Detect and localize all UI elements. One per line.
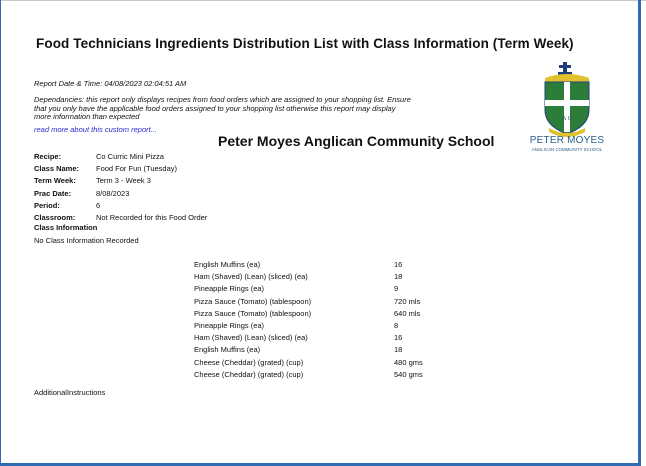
ingredient-quantity: 720 mls [394, 296, 421, 306]
detail-label: Classroom: [34, 212, 76, 222]
detail-value: Food For Fun (Tuesday) [96, 164, 178, 174]
read-more-link[interactable]: read more about this custom report... [34, 125, 157, 134]
class-information-value: No Class Information Recorded [34, 236, 139, 245]
dependancies-note: Dependancies: this report only displays recipes from food orders which are assigned to your shopping list. Ensure that you only have the applicable food orders assigned to your shopping list otherwise this report may display more information than expected [34, 95, 411, 121]
ingredient-name: English Muffins (ea) [194, 260, 261, 269]
detail-value: Co Curric Mini Pizza [96, 152, 164, 161]
window-border-left [0, 0, 1, 466]
ingredient-quantity: 16 [394, 260, 403, 269]
ingredient-name: Cheese (Cheddar) (grated) (cup) [194, 357, 304, 367]
ingredient-name: Pizza Sauce (Tomato) (tablespoon) [194, 296, 312, 306]
detail-label: Recipe: [34, 152, 62, 161]
ingredient-quantity: 18 [394, 345, 403, 355]
ingredient-quantity: 16 [394, 333, 403, 343]
logo-school-name: PETER MOYES [529, 135, 605, 146]
detail-label: Prac Date: [34, 188, 72, 198]
ingredient-quantity: 8 [394, 320, 399, 330]
detail-label: Period: [34, 200, 60, 210]
detail-value: 8/08/2023 [96, 188, 130, 198]
crest-letters: A Q [562, 116, 572, 122]
detail-value: 6 [96, 200, 101, 210]
page-border-top [0, 0, 646, 1]
ingredient-name: Pineapple Rings (ea) [194, 320, 265, 330]
ingredient-quantity: 9 [394, 284, 399, 294]
ingredient-name: Pizza Sauce (Tomato) (tablespoon) [194, 308, 312, 318]
class-information-label: Class Information [34, 223, 98, 232]
school-name: Peter Moyes Anglican Community School [218, 133, 495, 149]
ingredient-quantity: 18 [394, 272, 403, 282]
report-title: Food Technicians Ingredients Distribution List with Class Information (Term Week) [36, 36, 574, 51]
detail-value: Term 3 - Week 3 [96, 176, 151, 186]
detail-label: Class Name: [34, 164, 80, 174]
detail-label: Term Week: [34, 176, 76, 186]
ingredient-name: Cheese (Cheddar) (grated) (cup) [194, 369, 304, 379]
logo-school-subtitle: ANGLICAN COMMUNITY SCHOOL [531, 147, 603, 152]
ingredient-quantity: 640 mls [394, 308, 421, 318]
ingredient-name: Pineapple Rings (ea) [194, 284, 265, 294]
ingredient-quantity: 540 gms [394, 369, 423, 379]
detail-value: Not Recorded for this Food Order [96, 212, 208, 222]
ingredient-name: Ham (Shaved) (Lean) (sliced) (ea) [194, 272, 308, 282]
ingredient-name: English Muffins (ea) [194, 345, 261, 355]
window-border-right [638, 0, 641, 466]
ingredient-name: Ham (Shaved) (Lean) (sliced) (ea) [194, 333, 308, 343]
report-date-time: Report Date & Time: 04/08/2023 02:04:51 AM [34, 79, 187, 88]
additional-instructions: AdditionalInstructions [34, 388, 106, 397]
ingredient-quantity: 480 gms [394, 357, 423, 367]
